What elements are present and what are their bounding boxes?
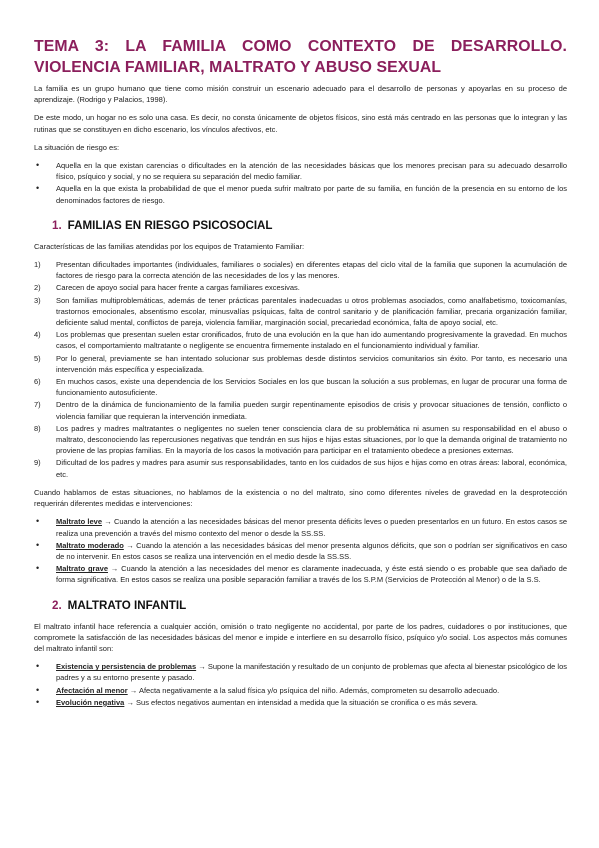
section-1-number: 1.: [52, 218, 62, 232]
characteristic-item: 2) Carecen de apoyo social para hacer frente a cargas familiares excesivas.: [34, 283, 300, 293]
characteristic-item: 5) Por lo general, previamente se han intentado solucionar sus problemas desde distintos servicios comunitarios sin éxito. Por tanto, es necesario una intervención más específica y especializada.: [34, 353, 567, 374]
aspects-list: [34, 661, 567, 708]
aspect-item: • Existencia y persistencia de problemas → Supone la manifestación y resultado de un conjunto de problemas que afecta al bienestar psicológico de los padres y a su entorno presente y pasado.: [34, 661, 567, 683]
characteristic-item: 9) Dificultad de los padres y madres para asumir sus responsabilidades, tanto en los cuidados de sus hijos e hijas como en otras áreas: laboral, económica, etc.: [34, 458, 567, 479]
severity-list: [34, 516, 567, 585]
characteristic-item: 3) Son familias multiproblemáticas, además de tener prácticas parentales inadecuadas u otros problemas asociados, como analfabetismo, toxicomanías, trastornos emocionales, absentismo escolar, minusvalías psíquicas, falta de control sanitario y de planificación familiar, precaria organización familiar, deficiente salud mental, conflictos de pareja, violencia familiar, marginación social, precariedad económica, falta de apoyo social, etc.: [34, 295, 567, 328]
intro-paragraph-1: La familia es un grupo humano que tiene como misión construir un escenario adecuado para el desarrollo de personas y apoyarlas en su proceso de aprendizaje. (Rodrigo y Palacios, 1998).: [34, 84, 567, 105]
risk-item: • Aquella en la que exista la probabilidad de que el menor pueda sufrir maltrato por parte de su familia, en función de la presencia en su entorno de los denominados factores de riesgo.: [34, 183, 567, 205]
risk-list: [34, 160, 567, 206]
intro-paragraph-2: De este modo, un hogar no es solo una casa. Es decir, no consta únicamente de objetos físicos, sino está más centrado en las personas que lo integran y las rutinas que se constituyen en dicho escenario, los vínculos afectivos, etc.: [34, 113, 567, 134]
severity-item: • Maltrato leve → Cuando la atención a las necesidades básicas del menor presenta déficits leves o pueden presentarlos en un futuro. En estos casos se realiza una prevención a través del mismo contexto del menor o desde la SS.SS.: [34, 516, 567, 538]
intro-paragraph-3: La situación de riesgo es:: [34, 142, 120, 152]
section-2-number: 2.: [52, 598, 62, 612]
characteristic-item: 6) En muchos casos, existe una dependencia de los Servicios Sociales en los que buscan la solución a sus problemas, en lugar de procurar una forma de funcionamiento autosuficiente.: [34, 377, 567, 398]
characteristic-item: 4) Los problemas que presentan suelen estar cronificados, fruto de una evolución en la que han ido aumentando progresivamente la gravedad. En muchos casos, el comportamiento maltratante o negligente se encuentra firmemente instalado en el funcionamiento individual y familiar.: [34, 330, 567, 351]
section-1-lead: Características de las familias atendidas por los equipos de Tratamiento Familiar:: [34, 241, 305, 251]
section-2-heading: [52, 599, 567, 612]
section-1-after: Cuando hablamos de estas situaciones, no hablamos de la existencia o no del maltrato, sino como diferentes niveles de gravedad en la desprotección requerirán diferentes medidas e intervenciones:: [34, 487, 567, 509]
severity-item: • Maltrato moderado → Cuando la atención a las necesidades básicas del menor presenta algunos déficits, que son o podrían ser significativos en caso de no intervenir. En estos casos se realiza una intervención en el medio desde la SS.SS.: [34, 540, 567, 562]
severity-item: • Maltrato grave → Cuando la atención a las necesidades del menor es claramente inadecuada, y éste está siendo o es probable que sea dañado de forma significativa. En estos casos se realiza una posible separación familiar a través de los S.P.M (Servicios de Protección al Menor) o de la S.S.: [34, 563, 567, 585]
characteristic-item: 1) Presentan dificultades importantes (individuales, familiares o sociales) en diferentes etapas del ciclo vital de la familia que suponen la acumulación de factores de riesgo para la correcta atención de las necesidades de los y las menores.: [34, 260, 567, 281]
characteristic-item: 8) Los padres y madres maltratantes o negligentes no suelen tener consciencia clara de su problemática ni asumen su responsabilidad en el abuso o maltrato, desconociendo las repercusiones negativas que tendrán en sus hijos e hijas estas situaciones, por lo que la demanda original de tratamiento no proviene de las propias familias. En la mayoría de los casos la motivación para participar en el tratamiento obedece a presiones externas.: [34, 423, 567, 456]
document-title: TEMA 3: LA FAMILIA COMO CONTEXTO DE DESARROLLO. VIOLENCIA FAMILIAR, MALTRATO Y ABUSO SEXUAL: [34, 38, 567, 76]
section-1-title: FAMILIAS EN RIESGO PSICOSOCIAL: [67, 218, 273, 232]
characteristic-item: 7) Dentro de la dinámica de funcionamiento de la familia pueden surgir repentinamente episodios de crisis y provocar situaciones de tensión, conflicto o violencia familiar que requieran la intervención inmediata.: [34, 400, 567, 421]
document-page: [34, 36, 567, 715]
family-characteristics-list: [34, 259, 567, 480]
risk-item: • Aquella en la que existan carencias o dificultades en la atención de las necesidades básicas que los menores precisan para su adecuado desarrollo físico, psíquico y social, y no se requiera su separación del medio familiar.: [34, 160, 567, 182]
section-2-lead: El maltrato infantil hace referencia a cualquier acción, omisión o trato negligente no accidental, por parte de los padres, cuidadores o por instituciones, que compromete la satisfacción de las necesidades básicas del menor e impide e interfiere en su desarrollo físico, psíquico y/o social. Los aspectos más comunes del maltrato infantil son:: [34, 621, 567, 653]
section-1-heading: [52, 219, 567, 232]
section-2-title: MALTRATO INFANTIL: [67, 598, 187, 612]
aspect-item: • Evolución negativa → Sus efectos negativos aumentan en intensidad a medida que la situación se cronifica o es más severa.: [34, 697, 567, 708]
aspect-item: • Afectación al menor → Afecta negativamente a la salud física y/o psíquica del niño. Además, comprometen su desarrollo adecuado.: [34, 685, 567, 696]
